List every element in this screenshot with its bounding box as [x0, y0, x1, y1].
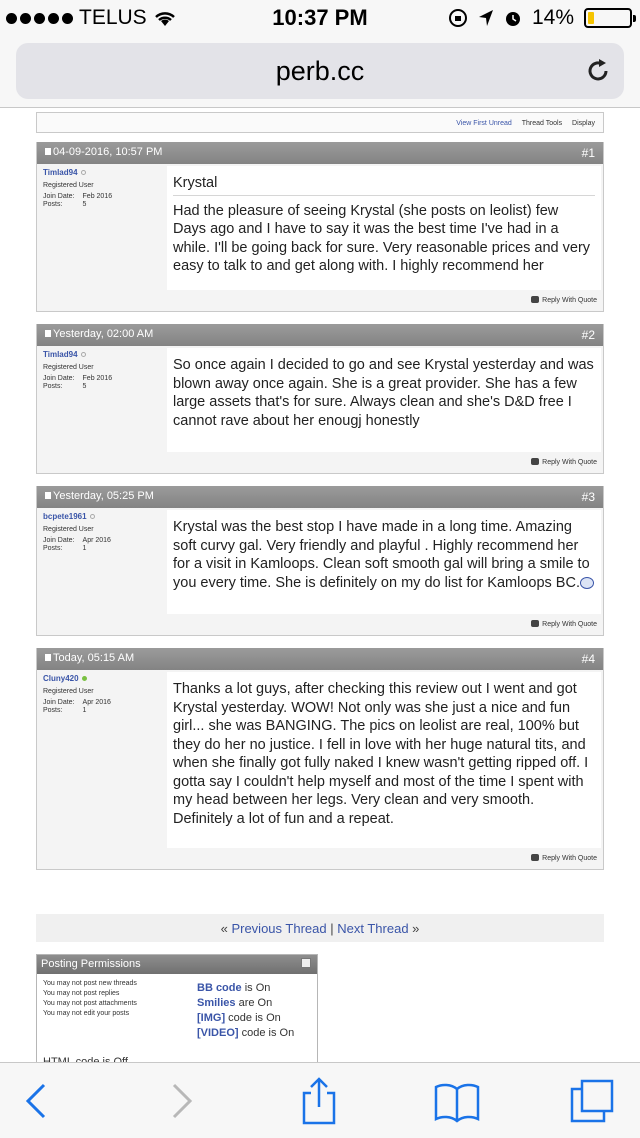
reload-icon[interactable] — [584, 57, 612, 85]
post-number-link[interactable]: #1 — [581, 146, 595, 160]
post-header — [37, 486, 603, 508]
browser-toolbar — [0, 1062, 640, 1138]
status-bar — [0, 0, 640, 36]
permission-rule: You may not post new threads — [43, 980, 137, 987]
post-title: Krystal — [173, 174, 595, 196]
status-right — [448, 6, 632, 30]
post-date: 04-09-2016, 10:57 PM — [53, 146, 163, 158]
carrier-name: TELUS — [79, 6, 147, 29]
username-text[interactable]: Timlad94 — [43, 168, 78, 177]
post-body — [37, 670, 603, 850]
page-content — [0, 109, 640, 1062]
post-text: Had the pleasure of seeing Krystal (she posts on leolist) few Days ago and I have to say it was the best time I've had in a while. I'll be going back for sure. Very reasonable prices and very easy to talk to and get along with. I highly recommend her — [173, 202, 591, 274]
video-code-link[interactable]: [VIDEO] — [197, 1027, 239, 1039]
user-stats — [43, 193, 120, 209]
post-message — [167, 672, 601, 848]
join-date-label: Join Date: — [43, 537, 75, 544]
post-footer — [37, 850, 603, 869]
img-code-setting — [197, 1011, 309, 1026]
address-bar[interactable] — [16, 43, 624, 99]
join-date-label: Join Date: — [43, 193, 75, 200]
thread-tools-menu[interactable]: Thread Tools — [521, 120, 563, 127]
post-text: Thanks a lot guys, after checking this review out I went and got Krystal yesterday. WOW! Not only was she just a nice and fun girl... she was BANGING. The pics on leolist are real, 100% but they do her no justice. I fell in love with her huge natural tits, and when she finally got fully naked I knew wasn't getting ripped off. I gotta say I couldn't help myself and most of the time I spent with my head between her legs. Very clean and very smooth. Definitely a lot of fun and a repeat. — [173, 681, 589, 827]
username-text[interactable]: bcpete1961 — [43, 512, 87, 521]
alarm-icon — [504, 9, 522, 27]
smilies-setting — [197, 996, 309, 1011]
thread-navigation — [36, 914, 604, 942]
collapse-icon[interactable] — [301, 958, 311, 968]
quote-icon — [531, 620, 539, 627]
battery-percent: 14% — [531, 6, 574, 29]
post-body — [37, 508, 603, 616]
post-body — [37, 164, 603, 292]
post-footer — [37, 616, 603, 635]
permission-rule: You may not post replies — [43, 990, 120, 997]
join-date-value: Feb 2016 — [82, 375, 113, 382]
user-role: Registered User — [43, 688, 94, 695]
posts-label: Posts: — [43, 545, 63, 552]
post-list — [36, 142, 604, 870]
post-header — [37, 142, 603, 164]
username-link[interactable] — [43, 674, 161, 683]
post-date: Today, 05:15 AM — [53, 652, 135, 664]
quote-icon — [531, 296, 539, 303]
bb-code-state: is On — [244, 982, 271, 994]
posts-label: Posts: — [43, 201, 63, 208]
join-date-value: Apr 2016 — [82, 537, 111, 544]
post-number-link[interactable]: #4 — [581, 652, 595, 666]
user-info — [37, 164, 167, 292]
thread-toolbar — [36, 112, 604, 133]
post-icon — [45, 492, 51, 499]
img-code-state: code is On — [228, 1012, 281, 1024]
battery-icon — [584, 8, 632, 28]
post-text: So once again I decided to go and see Krystal yesterday and was blown away once again. She is a great provider. She has a few large assets that's for sure. Always clean and she's D&D free I cannot rave about her enougj honestly — [173, 357, 594, 429]
tabs-icon[interactable] — [568, 1077, 618, 1125]
post-icon — [45, 330, 51, 337]
quote-icon — [531, 854, 539, 861]
share-icon[interactable] — [294, 1077, 344, 1125]
user-info — [37, 508, 167, 616]
post-message — [167, 166, 601, 290]
post-body — [37, 346, 603, 454]
join-date-label: Join Date: — [43, 699, 75, 706]
post-count-value: 1 — [82, 545, 87, 552]
post-icon — [45, 654, 51, 661]
user-info — [37, 670, 167, 850]
user-stats — [43, 537, 119, 553]
posting-permissions-header — [37, 955, 317, 974]
post-count-value: 5 — [82, 383, 87, 390]
code-settings — [197, 981, 309, 1041]
battery-fill — [588, 12, 594, 24]
status-online-icon — [82, 676, 87, 681]
user-role: Registered User — [43, 182, 94, 189]
post-footer — [37, 292, 603, 311]
post — [36, 486, 604, 636]
username-text[interactable]: Cluny420 — [43, 674, 79, 683]
post-message — [167, 348, 601, 452]
join-date-label: Join Date: — [43, 375, 75, 382]
img-code-link[interactable]: [IMG] — [197, 1012, 226, 1024]
user-stats — [43, 375, 120, 391]
user-role: Registered User — [43, 364, 94, 371]
user-stats — [43, 699, 119, 715]
permission-rule: You may not edit your posts — [43, 1010, 130, 1017]
status-offline-icon — [81, 170, 86, 175]
post — [36, 142, 604, 312]
username-link[interactable] — [43, 512, 161, 521]
username-link[interactable] — [43, 168, 161, 177]
reply-with-quote-button[interactable]: Reply With Quote — [542, 621, 597, 628]
post-number-link[interactable]: #2 — [581, 328, 595, 342]
join-date-value: Apr 2016 — [82, 699, 111, 706]
thread-container — [36, 109, 604, 1094]
status-offline-icon — [81, 352, 86, 357]
previous-thread-link[interactable]: Previous Thread — [231, 921, 327, 936]
rotation-lock-icon — [448, 8, 468, 28]
smilies-link[interactable]: Smilies — [197, 997, 236, 1009]
location-arrow-icon — [478, 9, 494, 27]
posts-label: Posts: — [43, 707, 63, 714]
permission-rules — [43, 980, 193, 1020]
view-first-unread-link[interactable]: View First Unread — [456, 120, 512, 127]
post — [36, 648, 604, 870]
user-info — [37, 346, 167, 454]
post-count-value: 1 — [82, 707, 87, 714]
post-count-value: 5 — [82, 201, 87, 208]
nav-separator: | — [330, 921, 334, 936]
prev-marker: « — [220, 921, 228, 936]
post-message — [167, 510, 601, 614]
user-role: Registered User — [43, 526, 94, 533]
reply-with-quote-button[interactable]: Reply With Quote — [542, 855, 597, 862]
post-header — [37, 324, 603, 346]
clock: 10:37 PM — [272, 5, 368, 30]
video-code-setting — [197, 1026, 309, 1041]
next-marker: » — [412, 921, 420, 936]
post-date: Yesterday, 05:25 PM — [53, 490, 154, 502]
post-footer — [37, 454, 603, 473]
bb-code-setting — [197, 981, 309, 996]
back-chevron-icon[interactable] — [14, 1077, 64, 1125]
posts-label: Posts: — [43, 383, 63, 390]
permission-rule: You may not post attachments — [43, 1000, 137, 1007]
display-menu[interactable]: Display — [572, 120, 595, 127]
next-thread-link[interactable]: Next Thread — [337, 921, 409, 936]
username-text[interactable]: Timlad94 — [43, 350, 78, 359]
forward-chevron-icon[interactable] — [156, 1077, 206, 1125]
smilies-state: are On — [238, 997, 273, 1009]
video-code-state: code is On — [241, 1027, 295, 1039]
bb-code-link[interactable]: BB code — [197, 982, 242, 994]
smiley-icon — [580, 577, 594, 589]
reply-with-quote-button[interactable]: Reply With Quote — [542, 459, 597, 466]
post-date: Yesterday, 02:00 AM — [53, 328, 154, 340]
username-link[interactable] — [43, 350, 161, 359]
reply-with-quote-button[interactable]: Reply With Quote — [542, 297, 597, 304]
post-header — [37, 648, 603, 670]
status-offline-icon — [90, 514, 95, 519]
quote-icon — [531, 458, 539, 465]
post-number-link[interactable]: #3 — [581, 490, 595, 504]
post-icon — [45, 148, 51, 155]
posting-permissions-title: Posting Permissions — [41, 958, 141, 970]
join-date-value: Feb 2016 — [82, 193, 113, 200]
browser-url-area — [0, 36, 640, 108]
post-text: Krystal was the best stop I have made in a long time. Amazing soft curvy gal. Very friendly and playful . Highly recommend her for a visit in Kamloops. Clean soft smooth gal will bring a smile to you every time. She is definitely on my do list for Kamloops BC. — [173, 519, 590, 591]
url-text[interactable]: perb.cc — [275, 56, 365, 86]
post — [36, 324, 604, 474]
bookmarks-icon[interactable] — [432, 1077, 482, 1125]
